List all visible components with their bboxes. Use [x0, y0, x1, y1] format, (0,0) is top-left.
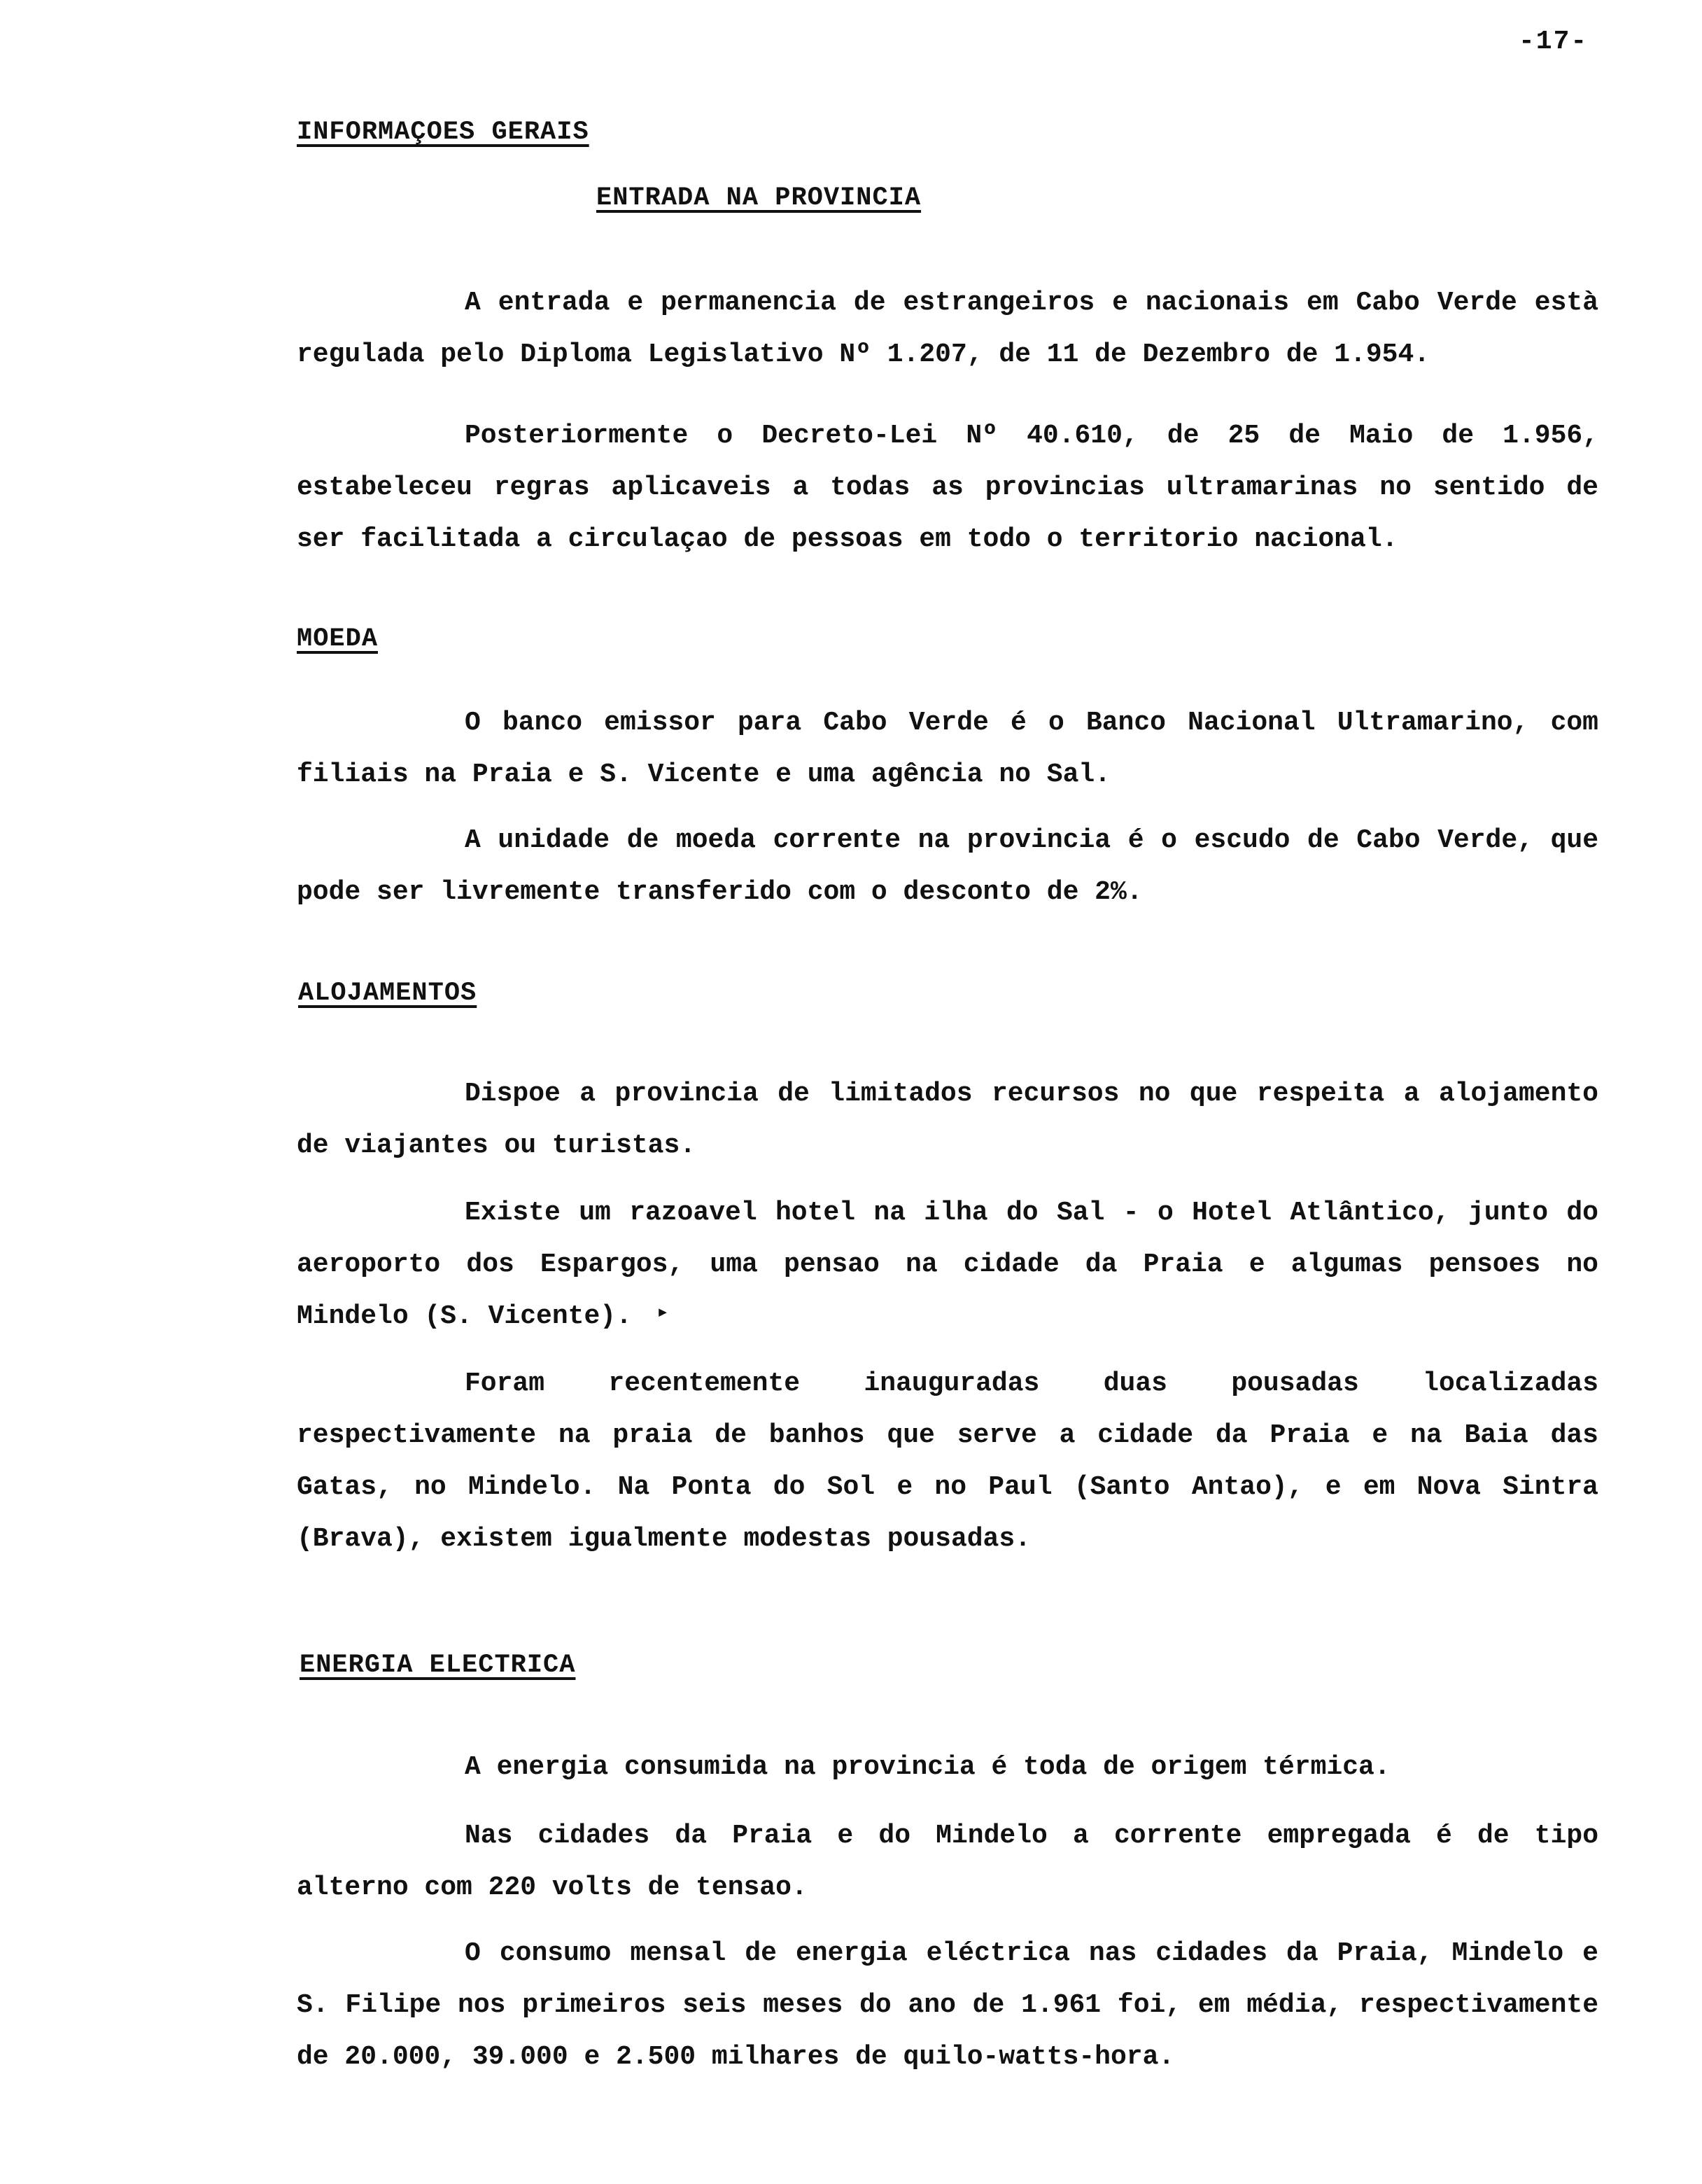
- section-heading-informacoes-gerais: INFORMAÇOES GERAIS: [297, 118, 589, 147]
- paragraph-moeda-1: O banco emissor para Cabo Verde é o Banco Nacional Ultramarino, com filiais na Praia e S. Vicente e uma agência no Sal.: [297, 708, 1598, 790]
- paragraph-alojamentos-3: Foram recentemente inauguradas duas pousadas localizadas respectivamente na praia de banhos que serve a cidade da Praia e na Baia das Gatas, no Mindelo. Na Ponta do Sol e no Paul (Santo Antao), e em Nova Sintra (Brava), existem igualmente modestas pousadas.: [297, 1368, 1598, 1554]
- paragraph-entrada-2: Posteriormente o Decreto-Lei Nº 40.610, de 25 de Maio de 1.956, estabeleceu regras aplicaveis a todas as provincias ultramarinas no sentido de ser facilitada a circulaçao de pessoas em todo o territorio nacional.: [297, 421, 1598, 554]
- section-heading-moeda: MOEDA: [297, 624, 379, 654]
- subheading-entrada-na-provincia: ENTRADA NA PROVINCIA: [596, 183, 922, 213]
- section-heading-energia-electrica: ENERGIA ELECTRICA: [300, 1651, 576, 1680]
- paragraph-entrada-1: A entrada e permanencia de estrangeiros e nacionais em Cabo Verde està regulada pelo Diploma Legislativo Nº 1.207, de 11 de Dezembro de 1.954.: [297, 288, 1598, 370]
- section-heading-alojamentos: ALOJAMENTOS: [298, 979, 477, 1008]
- page-number: -17-: [1519, 27, 1589, 57]
- paragraph-energia-3: O consumo mensal de energia eléctrica nas cidades da Praia, Mindelo e S. Filipe nos primeiros seis meses do ano de 1.961 foi, em média, respectivamente de 20.000, 39.000 e 2.500 milhares de quilo-watts-hora.: [297, 1938, 1598, 2072]
- stray-mark: ▸: [656, 1301, 670, 1325]
- paragraph-energia-1: A energia consumida na provincia é toda de origem térmica.: [465, 1752, 1391, 1782]
- paragraph-alojamentos-1: Dispoe a provincia de limitados recursos no que respeita a alojamento de viajantes ou turistas.: [297, 1079, 1598, 1161]
- paragraph-alojamentos-2: Existe um razoavel hotel na ilha do Sal - o Hotel Atlântico, junto do aeroporto dos Espargos, uma pensao na cidade da Praia e algumas pensoes no Mindelo (S. Vicente).: [297, 1198, 1598, 1331]
- paragraph-energia-2: Nas cidades da Praia e do Mindelo a corrente empregada é de tipo alterno com 220 volts de tensao.: [297, 1821, 1598, 1903]
- paragraph-moeda-2: A unidade de moeda corrente na provincia é o escudo de Cabo Verde, que pode ser livremente transferido com o desconto de 2%.: [297, 825, 1598, 907]
